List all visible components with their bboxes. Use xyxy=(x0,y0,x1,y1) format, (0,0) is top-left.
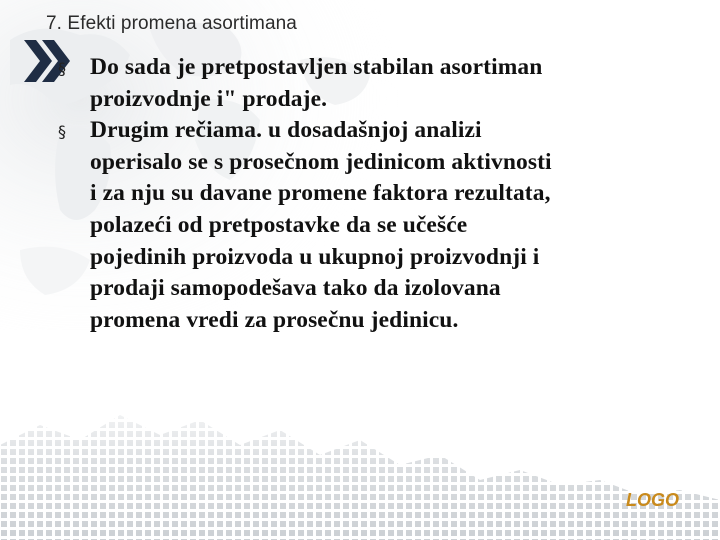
bottom-dot-band-decoration xyxy=(0,385,720,540)
bullet-text-line: operisalo se s prosečnom jedinicom aktivnosti xyxy=(90,148,552,175)
section-sign-bullet-icon: § xyxy=(58,59,66,78)
bullet-item xyxy=(58,115,718,336)
bullet-text-line: prodaji samopodešava tako da izolovana xyxy=(90,275,501,302)
bullet-text-line: pojedinih proizvoda u ukupnoj proizvodnji i xyxy=(90,243,540,270)
bullet-text-line: Drugim rečiama. u dosadašnjoj analizi xyxy=(90,117,482,144)
bullet-text-line: i za nju su davane promene faktora rezultata, xyxy=(90,180,551,207)
bullet-text-line: polazeći od pretpostavke da se učešće xyxy=(90,211,468,238)
bullet-text-line: Do sada je pretpostavljen stabilan asortiman xyxy=(90,54,543,80)
logo: LOGO xyxy=(626,490,679,510)
section-sign-bullet-icon: § xyxy=(58,122,66,142)
slide-title: 7. Efekti promena asortimana xyxy=(46,13,297,34)
bullet-list xyxy=(58,52,718,336)
bullet-text-line: proizvodnje i" prodaje. xyxy=(90,85,328,112)
bullet-item xyxy=(58,52,718,115)
bullet-text-line: promena vredi za prosečnu jedinicu. xyxy=(90,306,459,333)
